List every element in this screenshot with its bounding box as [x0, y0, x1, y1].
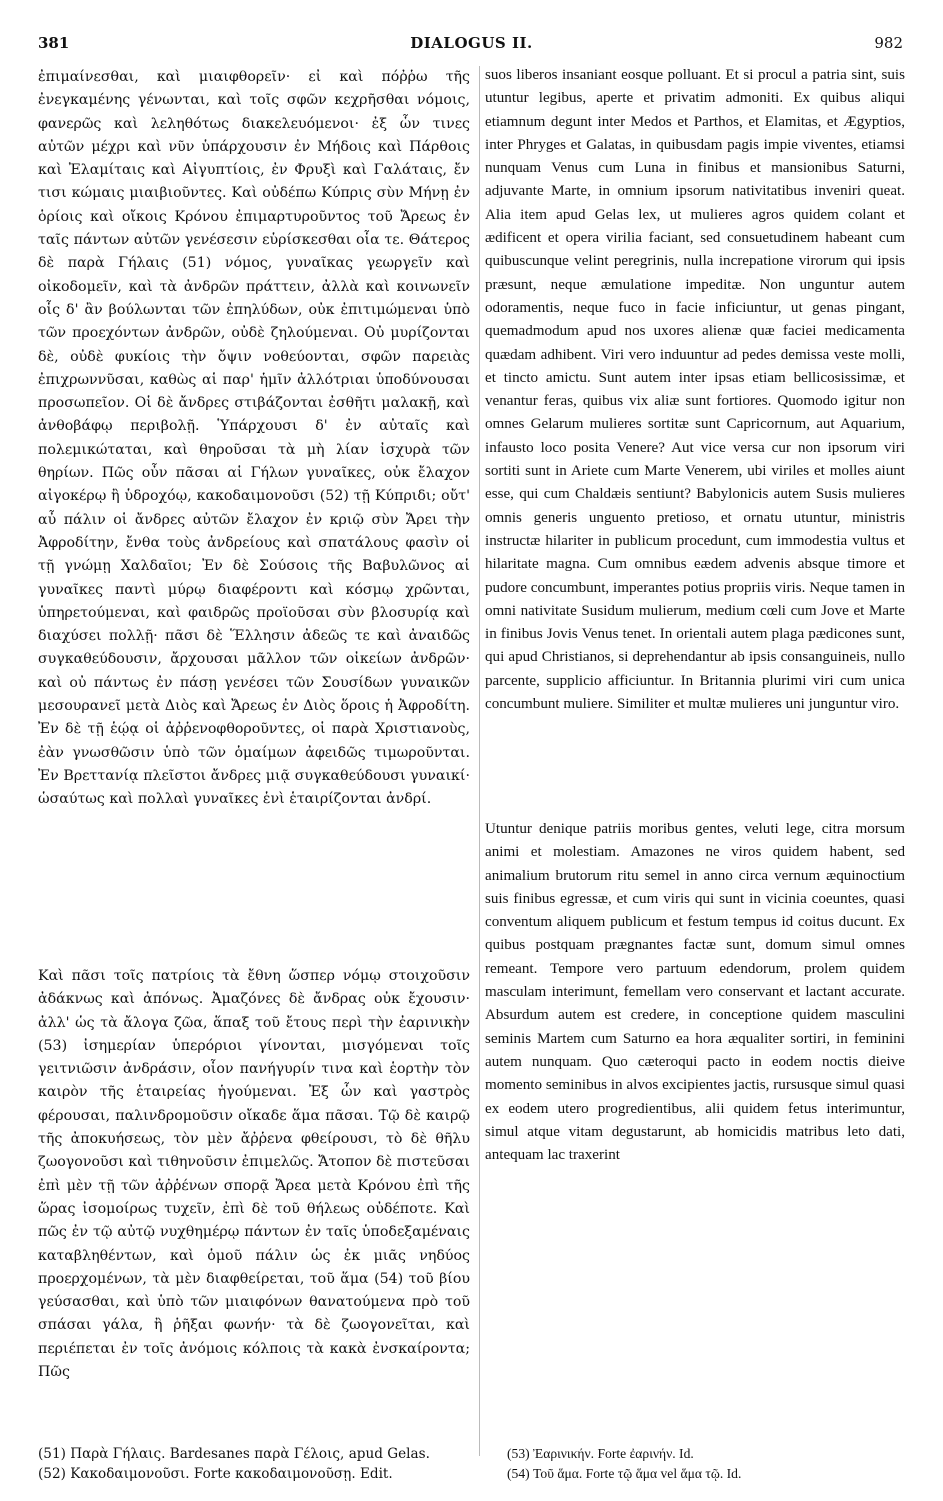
latin-text-block-2: Utuntur denique patriis moribus gentes, veluti lege, citra morsum animi et molestiam. Amazones ne viros quidem habent, sed animalium brutorum ritu semel in anno circa vernum æquinoctium suis finibus egressæ, et cum viris qui sunt in vicinia coeuntes, quasi conventum aliquem publicum et festum tempus id coitus ducunt. Ex quibus postquam prægnantes factæ sunt, domum simul omnes remeant. Tempore vero partuum edendorum, prolem quidem masculam interimunt, femellam vero conservant et lactant accurate. Absurdum autem est credere, in conceptione quidem masculini seminis Martem cum Saturno ea hora æqualiter sortiri, in feminini autem nunquam. Quo cæteroqui pacto in eodem noctis dieive momento seminibus in alvos excipientes jactis, rursusque simul quasi ex eodem utero progredientibus, alii quidem fetus interimuntur, simul atque vitam degustarunt, ab homicidis matribus leto dati, antequam lac traxerint — [485, 821, 905, 1164]
page-header — [0, 34, 943, 56]
column-divider — [479, 66, 480, 1456]
running-title: DIALOGUS II. — [410, 34, 533, 52]
page-number-left: 381 — [38, 34, 70, 52]
greek-text-block-1: ἐπιμαίνεσθαι, καὶ μιαιφθορεῖν· εἰ καὶ πόῤῥω τῆς ἐνεγκαμένης γένωνται, καὶ τοῖς σφῶν κεχρῆσθαι νόμοις, φανερῶς καὶ λεληθότως διακελευόμενοι· ἐξ ὧν τινες αὐτῶν μέχρι καὶ νῦν ὑπάρχουσιν ἐν Μήδοις καὶ Πάρθοις καὶ Ἐλαμίταις καὶ Αἰγυπτίοις, ἐν Φρυξὶ καὶ Γαλάταις, ἔν τισι κώμαις μιαιβιοῦντες. Καὶ οὐδέπω Κύπρις σὺν Μήνῃ ἐν ὁρίοις καὶ οἴκοις Κρόνου ἐπιμαρτυροῦντος τοῦ Ἄρεως ἐν ταῖς πάντων αὐτῶν γενέσεσιν εὑρίσκεσθαι οἷα τε. Θάτερος δὲ παρὰ Γήλαις (51) νόμος, γυναῖκας γεωργεῖν καὶ οἰκοδομεῖν, καὶ τὰ ἀνδρῶν πράττειν, ἀλλὰ καὶ κοινωνεῖν οἷς δ' ἂν βούλωνται τῶν ἐπηλύδων, οὐκ ἐπιτιμώμεναι ὑπὸ τῶν προεχόντων ἀνδρῶν, οὐδὲ ζηλούμεναι. Οὐ μυρίζονται δὲ, οὐδὲ φυκίοις τὴν ὄψιν νοθεύονται, σφῶν παρειὰς ἐπιχρωννῦσαι, καθὼς αἱ παρ' ἡμῖν ἀλλότριαι ὑποδύνουσαι προσωπεῖον. Οἱ δὲ ἄνδρες στιβάζονται ἐσθῆτι μαλακῇ, καὶ ἀνθοβάφῳ περιβολῇ. Ὑπάρχουσι δ' ἐν αὐταῖς καὶ πολεμικώταται, καὶ θηροῦσαι τὰ μὴ λίαν ἰσχυρὰ τῶν θηρίων. Πῶς οὖν πᾶσαι αἱ Γήλων γυναῖκες, οὐκ ἔλαχον αἰγοκέρῳ ἢ ὑδροχόῳ, κακοδαιμονοῦσι (52) τῇ Κύπριδι; οὔτ' αὖ πάλιν οἱ ἄνδρες αὐτῶν ἔλαχον ἐν κριῷ σὺν Ἄρει τὴν Ἀφροδίτην, ἔνθα τοὺς ἀνδρείους καὶ σπατάλους φασὶν οἱ τῇ γνώμῃ Χαλδαῖοι; Ἐν δὲ Σούσοις τῆς Βαβυλῶνος αἱ γυναῖκες παντὶ μύρῳ διαφέροντι καὶ κόσμῳ χρῶνται, ὑπηρετούμεναι, καὶ φαιδρῶς προϊοῦσαι σὺν βλοσυρίᾳ καὶ διαχύσει πολλῇ· πᾶσι δὲ Ἕλλησιν ἀδεῶς τε καὶ ἀναιδῶς συγκαθεύδουσιν, ἄρχουσαι μᾶλλον τῶν οἰκείων ἀνδρῶν· καὶ οὐ πάντως ἐν πάσῃ γενέσει τῶν Σουσίδων γυναικῶν μεσουρανεῖ μετὰ Διὸς καὶ Ἄρεως ἐν Διὸς ὅροις ἡ Ἀφροδίτη. Ἐν δὲ τῇ ἑῴᾳ οἱ ἀῤῥενοφθοροῦντες, οἱ παρὰ Χριστιανοὺς, ἐὰν γνωσθῶσιν ὑπὸ τῶν ὁμαίμων ἀφειδῶς τιμωροῦνται. Ἐν Βρεττανίᾳ πλεῖστοι ἄνδρες μιᾷ συγκαθεύδουσι γυναικί· ὡσαύτως καὶ πολλαὶ γυναῖκες ἑνὶ ἑταιρίζονται ἀνδρί. — [38, 69, 470, 808]
footnotes-right: (53) Ἐαρινικήν. Forte ἐαρινήν. Id. (54) Τοῦ ἅμα. Forte τῷ ἅμα vel ἅμα τῷ. Id. — [507, 1446, 742, 1481]
page-number-right: 982 — [874, 34, 903, 52]
footnotes-left: (51) Παρὰ Γήλαις. Bardesanes παρὰ Γέλοις, apud Gelas. (52) Κακοδαιμονοῦσι. Forte κακοδαιμονοῦσῃ. Edit. — [38, 1446, 430, 1482]
greek-text-block-2: Καὶ πᾶσι τοῖς πατρίοις τὰ ἔθνη ὥσπερ νόμῳ στοιχοῦσιν ἀδάκνως καὶ ἀπόνως. Ἀμαζόνες δὲ ἄνδρας οὐκ ἔχουσιν· ἀλλ' ὡς τὰ ἄλογα ζῶα, ἅπαξ τοῦ ἔτους περὶ τὴν ἐαρινικὴν (53) ἰσημερίαν ὑπερόριοι γίνονται, μισγόμεναι τοῖς γειτνιῶσιν ἀνδράσιν, οἷον πανήγυρίν τινα καὶ ἑορτὴν τὸν καιρὸν τῆς ἑταιρείας ἡγούμεναι. Ἐξ ὧν καὶ γαστρὸς φέρουσαι, παλινδρομοῦσιν οἴκαδε ἅμα πᾶσαι. Τῷ δὲ καιρῷ τῆς ἀποκυήσεως, τὸν μὲν ἄῤῥενα φθείρουσι, τὸ δὲ θῆλυ ζωογονοῦσι καὶ τιθηνοῦσιν ἐπιμελῶς. Ἄτοπον δὲ πιστεῦσαι ἐπὶ μὲν τῇ τῶν ἀῤῥένων σπορᾷ Ἄρεα μετὰ Κρόνου ἐπὶ τῆς ὥρας ἰσομοίρως τυχεῖν, ἐπὶ δὲ τοῦ θήλεως οὐδέποτε. Καὶ πῶς ἐν τῷ αὐτῷ νυχθημέρῳ πάντων ἐν ταῖς ὑποδεξαμέναις καταβληθέντων, καὶ ὁμοῦ πάλιν ὡς ἐκ μιᾶς νηδύος προερχομένων, τὰ μὲν διαφθείρεται, τοῦ ἅμα (54) τοῦ βίου γεύσασθαι, καὶ ὑπὸ τῶν μιαιφόνων θανατούμενα πρὸ τοῦ σπάσαι γάλα, ἢ ῥῆξαι φωνήν· τὰ δὲ ζωογονεῖται, καὶ περιέπεται ἐν τοῖς ἀνόμοις κόλποις τὰ κακὰ ἐνσκαίροντα; Πῶς — [38, 968, 470, 1381]
latin-text-block-1: suos liberos insaniant eosque polluant. Et si procul a patria sint, suis utuntur legibus, aperte et privatim admoniti. Ex quibus aliqui etiamnum degunt inter Medos et Parthos, et Elamitas, et Ægyptios, inter Phryges et Galatas, in quibusdam pagis impie viventes, etiamsi nunquam Venus cum Luna in finibus et mansionibus Saturni, adjuvante Marte, in omnium ipsorum nativitatibus inveniri queat. Alia item apud Gelas lex, ut mulieres agros quidem colant et ædificent et opera virilia faciant, sed consuetudinem habeant cum quibuscunque velint peregrinis, nulla increpatione virorum qui ipsis præsunt, neque æmulatione impeditæ. Non unguntur autem odoramentis, neque fuco in facie inficiuntur, ut genas pingant, quemadmodum apud nos uxores alienæ quæ faciei medicamenta quædam adhibent. Viri vero induuntur ad pedes demissa veste molli, et tincto amictu. Sunt autem inter ipsas etiam bellicosissimæ, et venantur feras, quibus vix aliæ sunt fortiores. Quomodo igitur non omnes Gelarum mulieres sortitæ sunt Capricornum, aut Aquarium, infausto loco posita Venere? Aut vice versa cur non ipsorum viri sortiti sunt in Ariete cum Marte Venerem, ubi viriles et molles aiunt esse, qui cum Chaldæis sentiunt? Babylonicis autem Susis mulieres omnis generis unguento pretioso, et ornatu utuntur, ministris instructæ hilariter in publicum procedunt, cum immodestia vultus et hilaritate magna. Cum omnibus eædem advenis absque timore et pudore concumbunt, imperantes potius propriis viris. Neque tamen in omni nativitate Susidum mulierum, medium cœli cum Jove et Marte in finibus Jovis Venus tenet. In orientali autem plaga pædicones sunt, qui apud Christianos, si deprehendantur ab ipsis consanguineis, nullo parcente, supplicio afficiuntur. In Britannia plurimi viri cum unica concumbunt muliere. Similiter et multæ mulieres uni junguntur viro. — [485, 67, 905, 713]
